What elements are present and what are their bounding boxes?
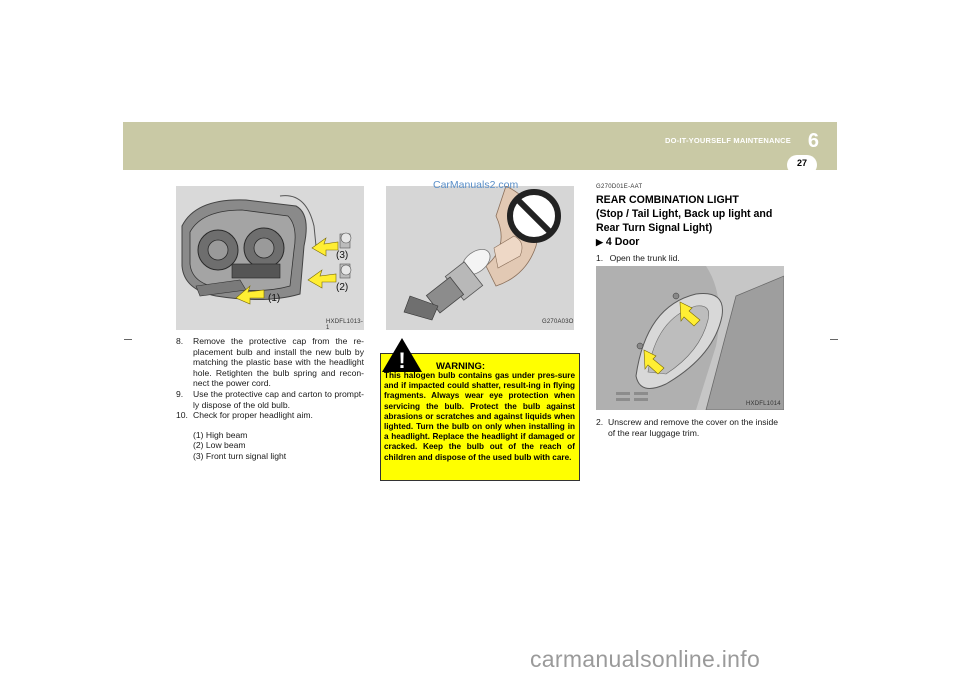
prohibition-icon: [510, 192, 558, 240]
variant-arrow-icon: ▶: [596, 237, 603, 247]
figure-code: HXDFL1014: [746, 401, 781, 407]
step-9: 9. Use the protective cap and carton to prompt-ly dispose of the old bulb.: [176, 388, 364, 410]
bulb-legend: [176, 430, 364, 462]
right-step-2: 2. Unscrew and remove the cover on the inside of the rear luggage trim.: [596, 417, 779, 438]
headlight-assembly-figure: [176, 186, 364, 330]
section-code: G270D01E-AAT: [596, 184, 643, 190]
trunk-interior-illustration: [596, 266, 784, 410]
section-title-line2: (Stop / Tail Light, Back up light and Rear Turn Signal Light): [596, 208, 773, 234]
crop-mark-left: [124, 339, 132, 340]
step-10: 10. Check for proper headlight aim.: [176, 410, 313, 421]
halogen-bulb-illustration: [386, 186, 574, 330]
page-number: 27: [796, 158, 807, 168]
crop-mark-right: [830, 339, 838, 340]
variant-label: 4 Door: [605, 236, 640, 248]
footer-watermark: carmanualsonline.info: [530, 646, 761, 672]
warning-title: WARNING:: [436, 361, 486, 372]
watermark-text: CarManuals2.com: [433, 179, 519, 191]
headlight-steps: [176, 336, 364, 462]
callout-high-beam: (1): [268, 293, 281, 304]
trunk-interior-figure: [596, 266, 784, 410]
figure-code: G270A03O: [542, 319, 574, 325]
svg-text:!: !: [398, 348, 406, 373]
figure-code: HXDFL1013-1: [326, 319, 364, 330]
bulb-3-icon: [340, 233, 351, 248]
chapter-title: DO-IT-YOURSELF MAINTENANCE: [664, 136, 791, 145]
callout-low-beam: (2): [336, 282, 349, 293]
vehicle-variant: [596, 235, 792, 249]
right-step-1: 1. Open the trunk lid.: [596, 253, 680, 263]
warning-text: This halogen bulb contains gas under pres-sure and if impacted could shatter, result-ing in flying fragments. Always wear eye protection when servicing the bulb. Protect the bulb against abrasions or scratches and against liquids when lighted. Turn the bulb on only when installing in a headlight. Replace the headlight if damaged or cracked. Keep the bulb out of the reach of children and dispose of the used bulb with care.: [384, 371, 575, 462]
step-8: 8. Remove the protective cap from the re-placement bulb and install the new bulb by matching the plastic base with the headlight hole. Retighten the bulb spring and recon-nect the power cord.: [176, 336, 364, 389]
warning-triangle-icon: [380, 336, 424, 374]
bulb-2-icon: [340, 264, 351, 278]
legend-item: (2) Low beam: [193, 440, 246, 451]
section-title-line1: REAR COMBINATION LIGHT: [596, 194, 739, 206]
chapter-header-band: [123, 122, 837, 170]
section-title: [596, 193, 792, 249]
callout-turn-signal: (3): [336, 250, 349, 261]
halogen-bulb-figure: [386, 186, 574, 330]
legend-item: (1) High beam: [193, 429, 248, 440]
legend-item: (3) Front turn signal light: [193, 450, 287, 461]
chapter-number: 6: [807, 130, 819, 152]
